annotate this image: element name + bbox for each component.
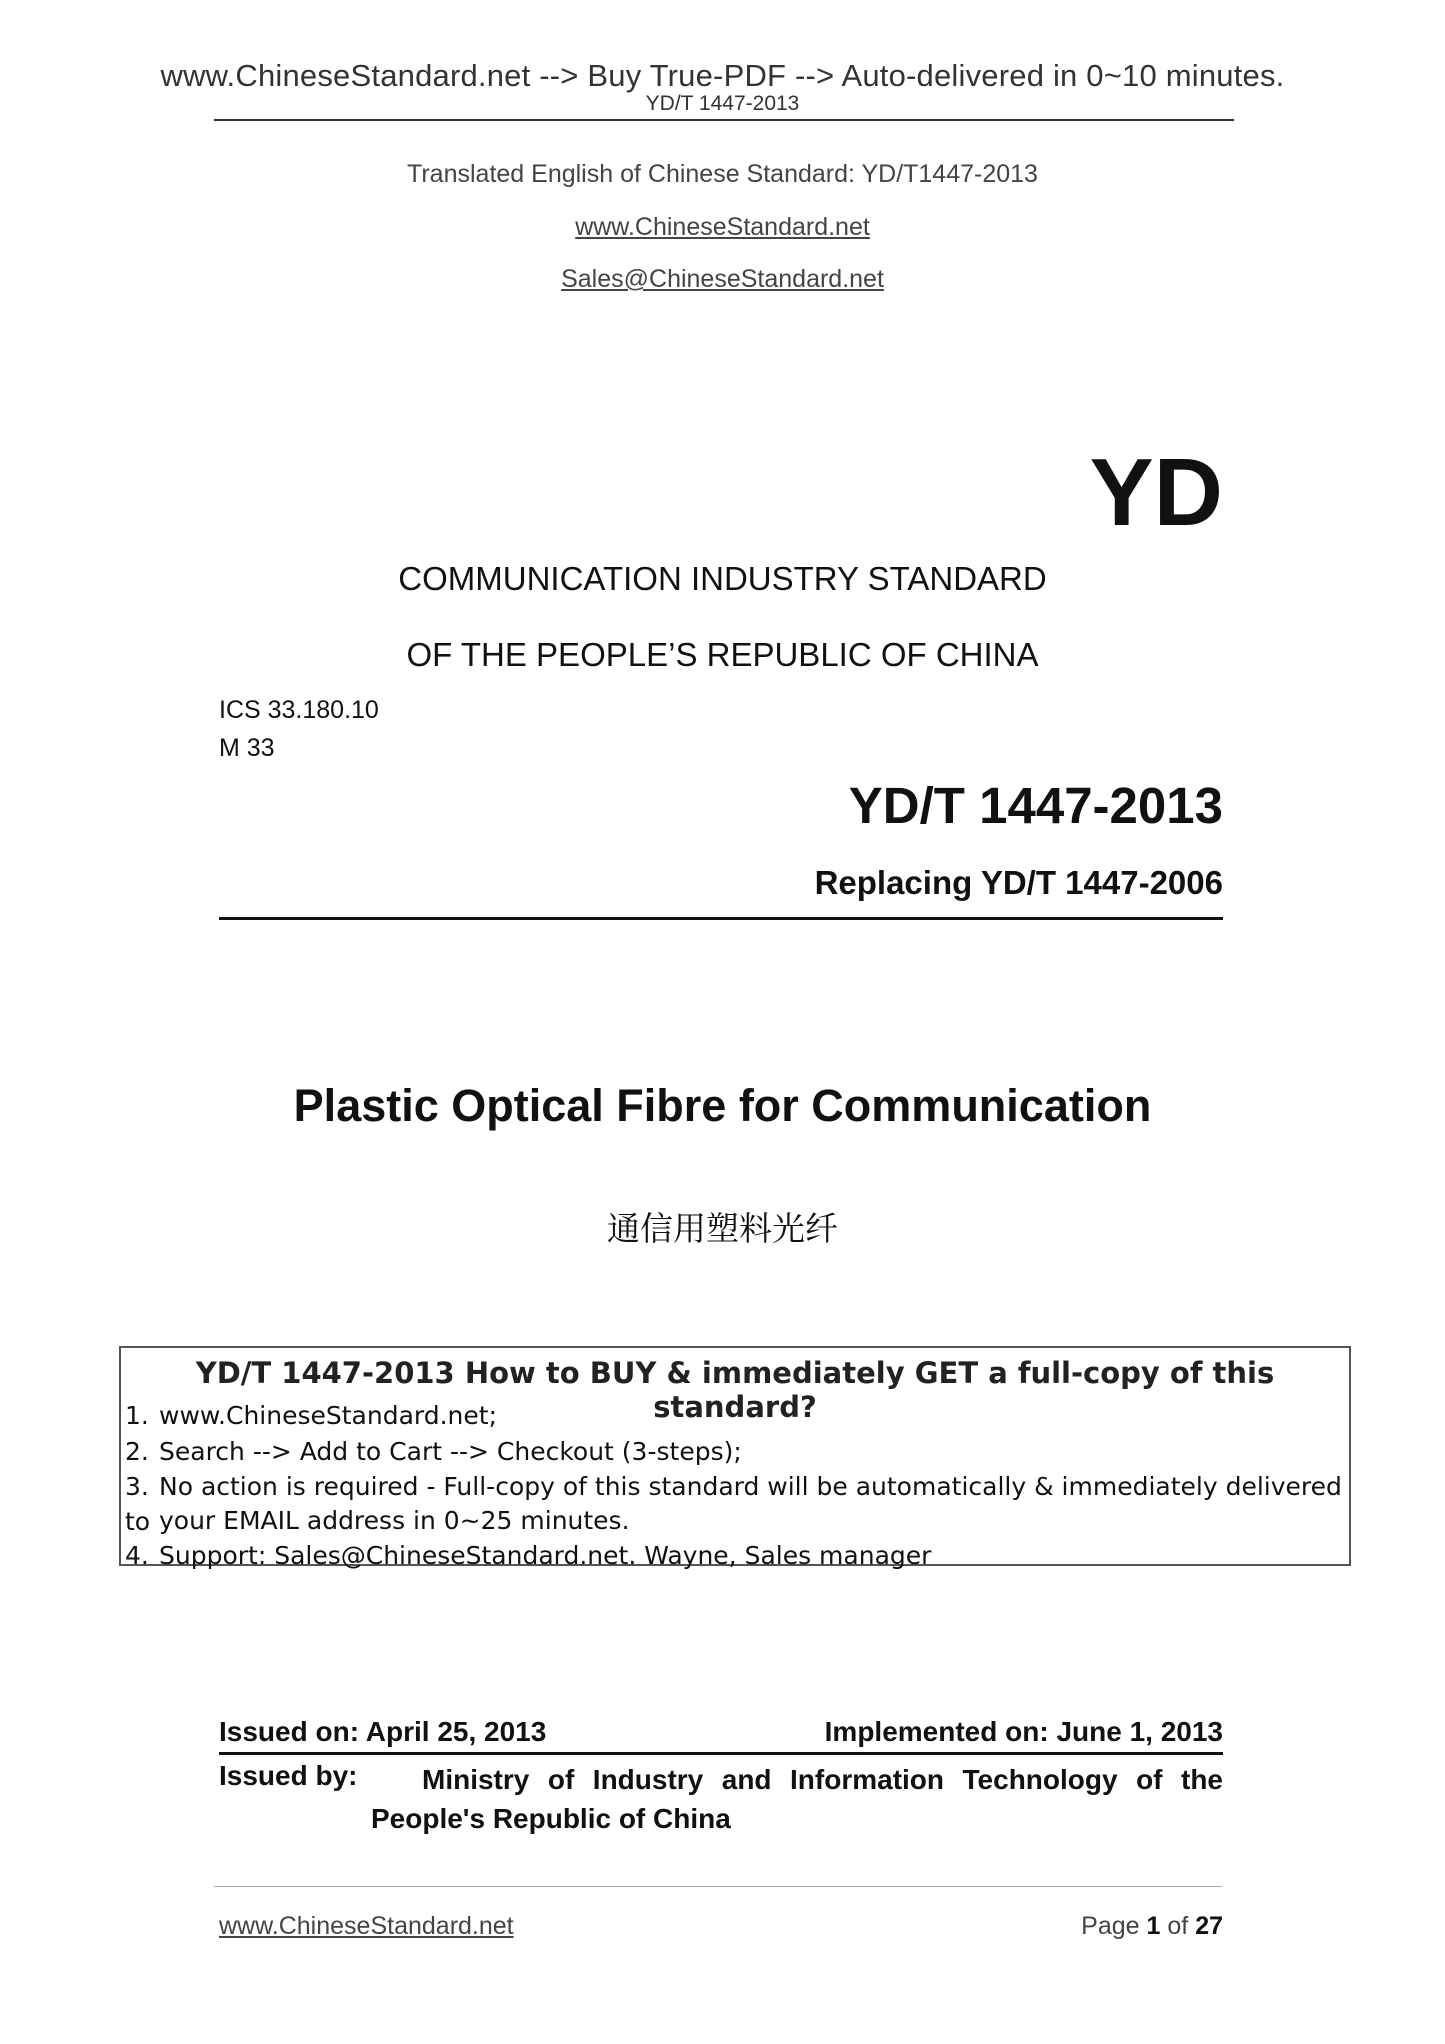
title-divider — [219, 917, 1223, 920]
footer-divider — [214, 1886, 1222, 1887]
list-item-number: 3. — [125, 1472, 149, 1501]
list-item — [125, 1538, 931, 1573]
list-item-text: your EMAIL address in 0~25 minutes. — [159, 1506, 630, 1535]
site-link[interactable]: www.ChineseStandard.net — [575, 213, 870, 241]
replacing-note: Replacing YD/T 1447-2006 — [814, 864, 1223, 901]
page-current: 1 — [1146, 1912, 1161, 1940]
issued-by-authority — [371, 1760, 1223, 1838]
header-divider — [214, 119, 1234, 121]
list-item-text: www.ChineseStandard.net; — [159, 1401, 498, 1430]
list-item-number: 1. — [125, 1401, 149, 1430]
standard-heading-line1: COMMUNICATION INDUSTRY STANDARD — [398, 560, 1047, 597]
document-title-cn: 通信用塑料光纤 — [607, 1209, 838, 1248]
document-title-en: Plastic Optical Fibre for Communication — [293, 1080, 1152, 1131]
page-number — [1081, 1912, 1223, 1941]
list-item-text: Search --> Add to Cart --> Checkout (3-steps); — [159, 1437, 742, 1466]
header-banner: www.ChineseStandard.net --> Buy True-PDF --> Auto-delivered in 0~10 minutes. — [160, 58, 1285, 93]
list-item — [125, 1434, 742, 1469]
translated-notice: Translated English of Chinese Standard: YD/T1447-2013 — [407, 160, 1038, 188]
standard-number: YD/T 1447-2013 — [848, 777, 1223, 834]
list-item-continuation — [125, 1503, 630, 1538]
ics-code: ICS 33.180.10 — [219, 696, 379, 724]
implemented-on-date: Implemented on: June 1, 2013 — [824, 1716, 1223, 1747]
footer-site-link[interactable]: www.ChineseStandard.net — [219, 1912, 514, 1940]
m-code: M 33 — [219, 734, 275, 762]
issued-by-label: Issued by: — [219, 1760, 358, 1791]
email-link[interactable]: Sales@ChineseStandard.net — [561, 265, 884, 293]
list-item-text: Support: Sales@ChineseStandard.net. Wayne, Sales manager — [159, 1541, 932, 1570]
issued-by-line1: Ministry of Industry and Information Technology of the — [422, 1764, 1223, 1795]
issued-by-line2: People's Republic of China — [371, 1803, 731, 1834]
standard-heading-line2: OF THE PEOPLE’S REPUBLIC OF CHINA — [406, 636, 1039, 673]
purchase-box-title: YD/T 1447-2013 How to BUY & immediately GET a full-copy of this standard? — [195, 1356, 1275, 1424]
page-of: of — [1167, 1912, 1189, 1940]
yd-logo: YD — [1089, 439, 1223, 546]
list-item-number: 2. — [125, 1437, 149, 1466]
page-total: 27 — [1195, 1912, 1223, 1940]
list-item — [125, 1398, 497, 1433]
header-standard-code: YD/T 1447-2013 — [645, 92, 800, 115]
issue-divider — [219, 1752, 1223, 1755]
list-item-number: 4. — [125, 1541, 149, 1570]
issued-on-date: Issued on: April 25, 2013 — [219, 1716, 547, 1747]
purchase-info-box — [119, 1346, 1351, 1570]
page-prefix: Page — [1081, 1912, 1140, 1940]
list-item-text: No action is required - Full-copy of this standard will be automatically & immediately delivered to — [125, 1472, 1342, 1536]
